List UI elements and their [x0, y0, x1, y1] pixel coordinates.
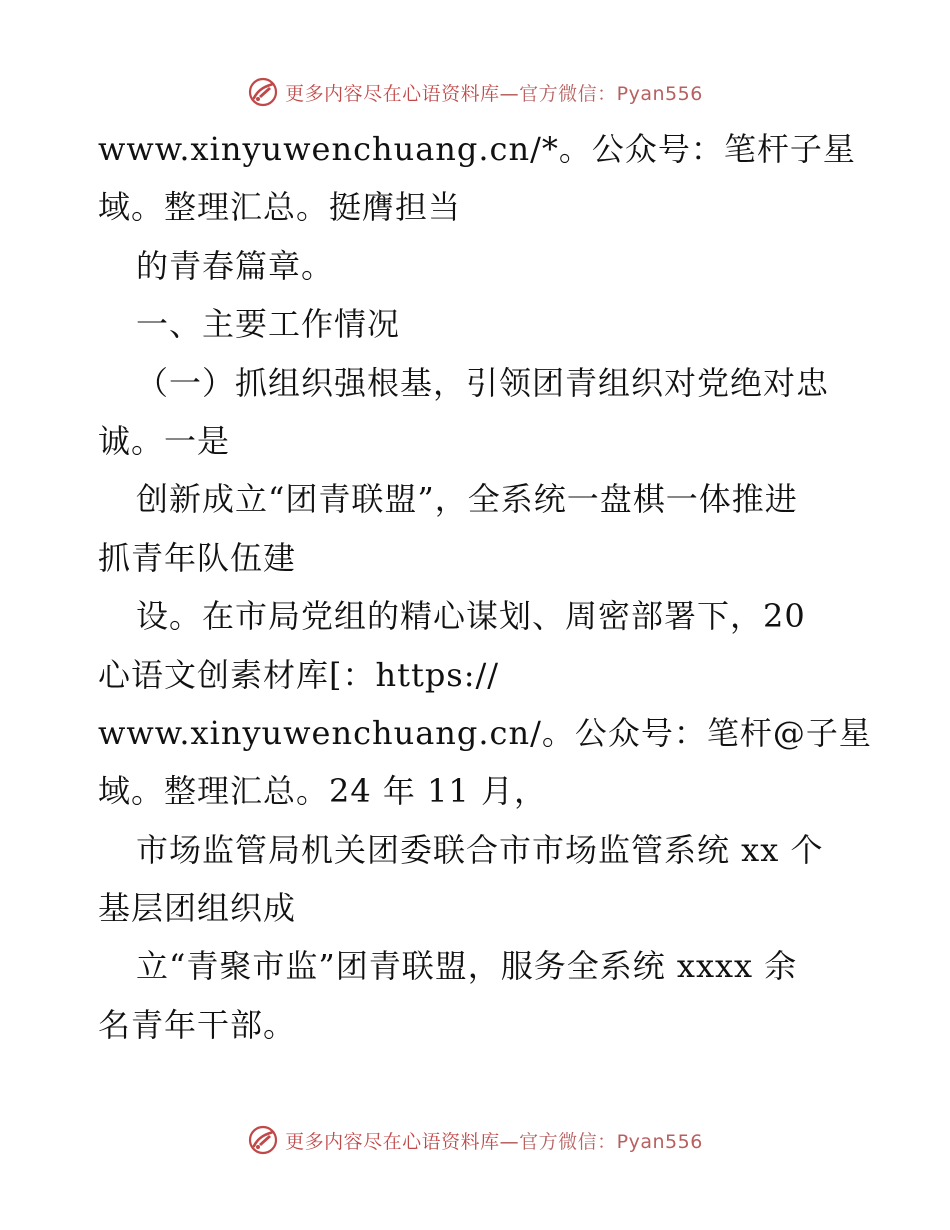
text-line: 市场监管局机关团委联合市市场监管系统 xx 个 — [136, 830, 824, 869]
text-line: 心语文创素材库[：https:// — [98, 655, 500, 694]
pen-swirl-icon — [247, 1124, 279, 1156]
text-line: 基层团组织成 — [98, 889, 297, 928]
document-body — [98, 120, 872, 1054]
text-line: www.xinyuwenchuang.cn/。公众号：笔杆@子星 — [98, 713, 872, 752]
text-line: 抓青年队伍建 — [98, 538, 297, 577]
text-line: 的青春篇章。 — [136, 246, 335, 285]
header-watermark — [0, 70, 950, 114]
text-line: 域。整理汇总。挺膺担当 — [98, 188, 462, 227]
text-line: 诚。一是 — [98, 421, 231, 460]
text-line: 创新成立“团青联盟”，全系统一盘棋一体推进 — [136, 480, 798, 519]
subsection-heading: （一）抓组织强根基，引领团青组织对党绝对忠 — [136, 363, 830, 402]
pen-swirl-icon — [247, 76, 279, 108]
text-line: 名青年干部。 — [98, 1005, 297, 1044]
watermark-text: 更多内容尽在心语资料库—官方微信：Pyan556 — [285, 82, 703, 105]
section-heading: 一、主要工作情况 — [136, 305, 401, 344]
text-line: 立“青聚市监”团青联盟，服务全系统 xxxx 余 — [136, 947, 798, 986]
text-line: 设。在市局党组的精心谋划、周密部署下，20 — [136, 597, 806, 636]
footer-watermark — [0, 1118, 950, 1162]
watermark-text: 更多内容尽在心语资料库—官方微信：Pyan556 — [285, 1130, 703, 1153]
text-line: 域。整理汇总。24 年 11 月， — [98, 772, 547, 811]
text-line: www.xinyuwenchuang.cn/*。公众号：笔杆子星 — [98, 130, 856, 168]
